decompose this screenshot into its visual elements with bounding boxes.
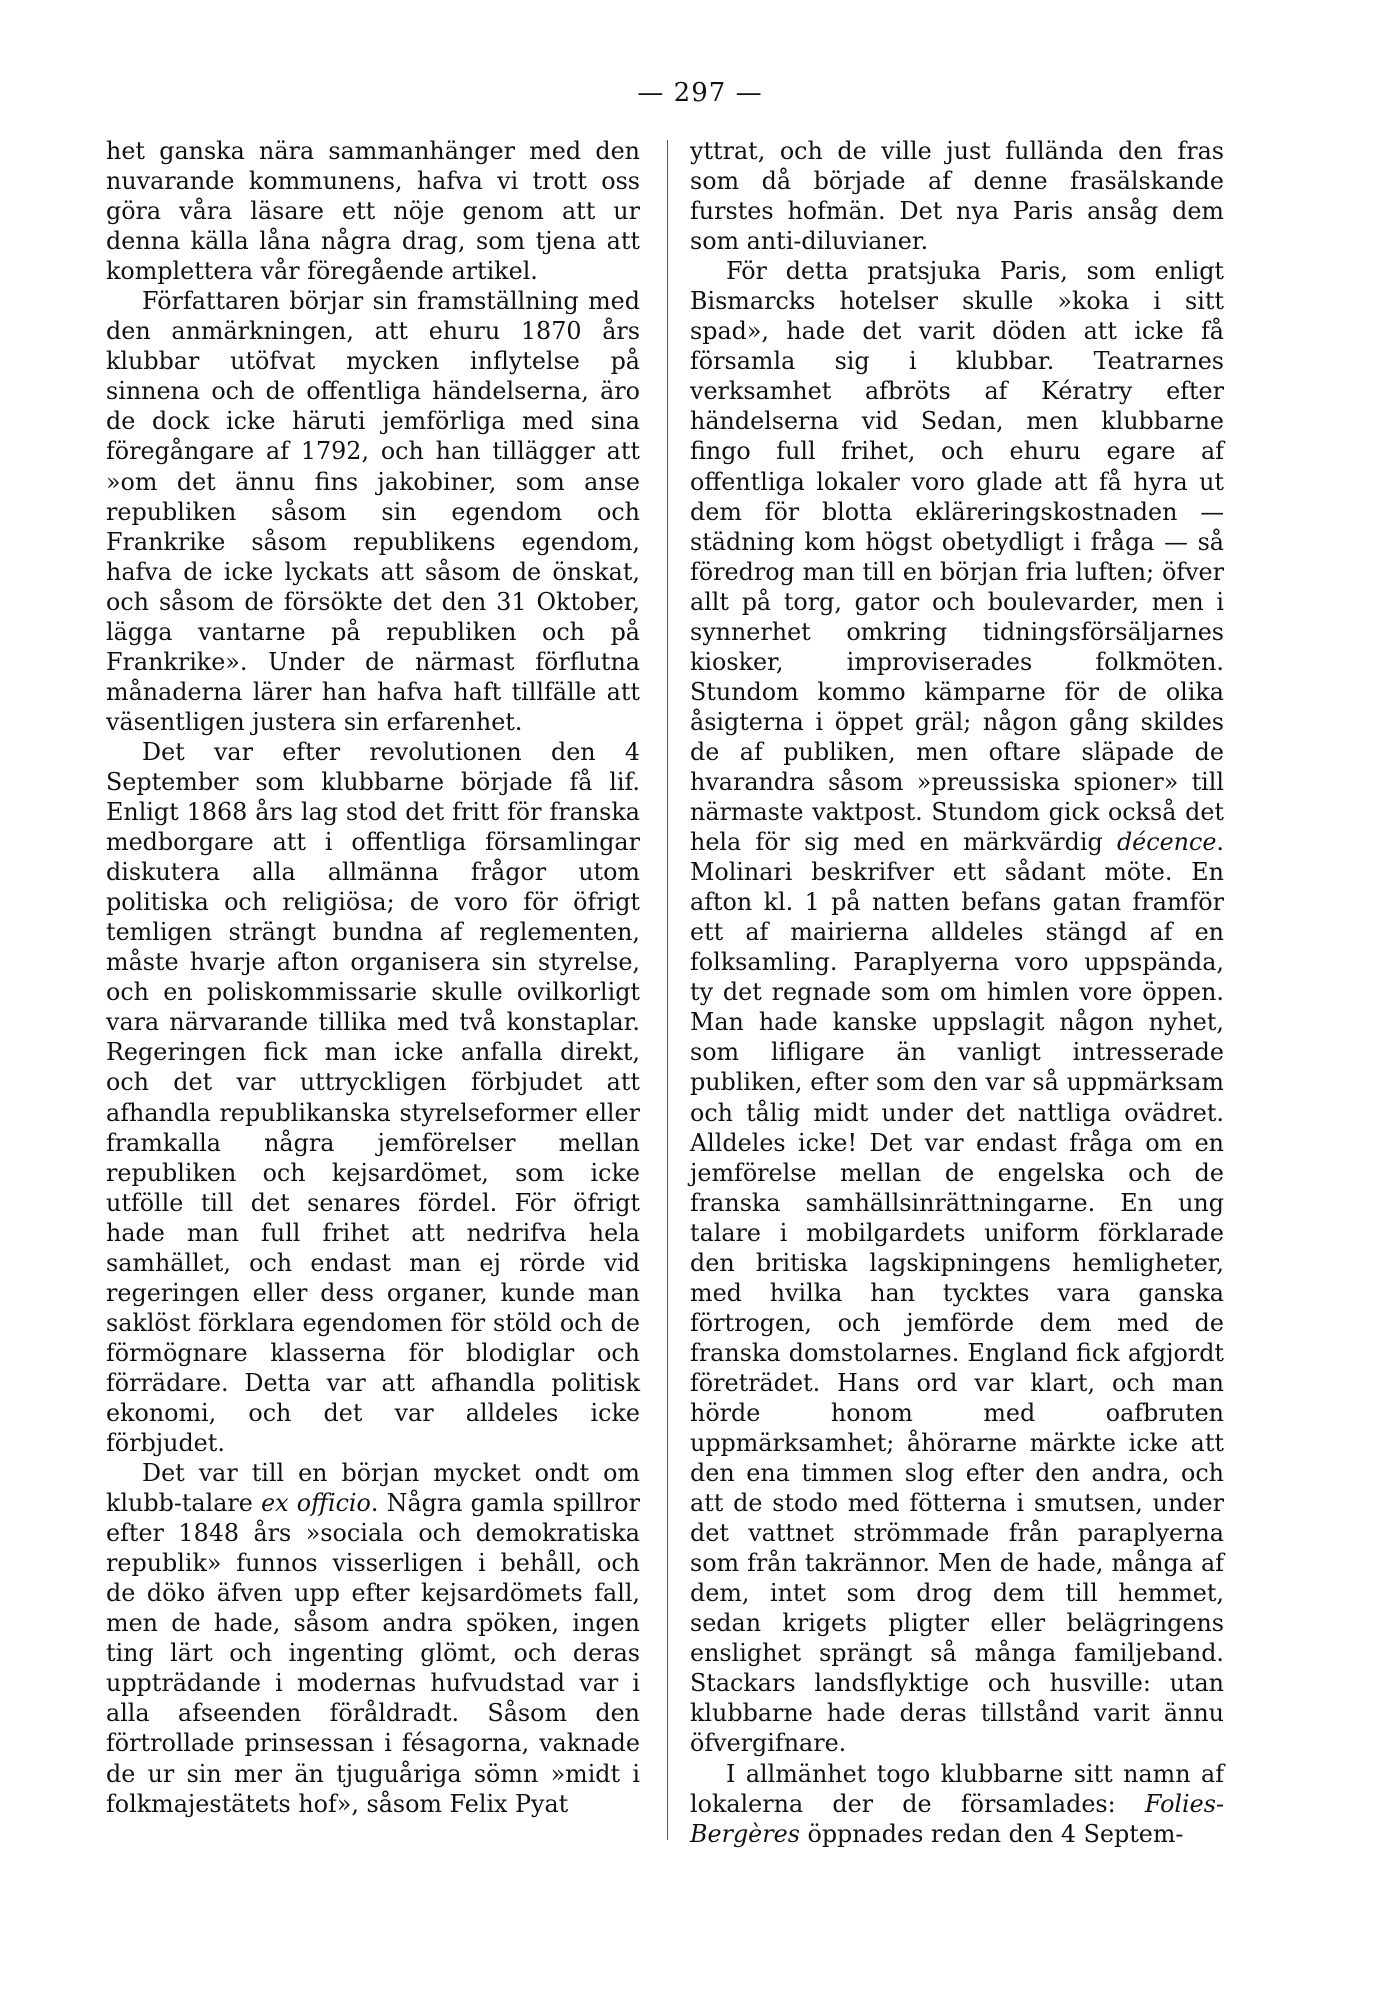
paragraph	[690, 136, 1224, 256]
paragraph	[690, 1759, 1224, 1849]
paragraph	[106, 136, 640, 286]
text-run: För detta pratsjuka Paris, som enligt Bismarcks hotelser skulle »koka i sitt spad», hade det varit döden att icke få församla sig i klubbar. Teatrarnes verksamhet afbröts af Kératry efter händelserna vid Sedan, men klubbarne fingo full frihet, och ehuru egare af offentliga lokaler voro glade att få hyra ut dem för blotta ekläreringskostnaden — städning kom högst obetydligt i fråga — så föredrog man till en början fria luften; öfver allt på torg, gator och boulevarder, men i synnerhet omkring tidningsförsäljarnes kiosker, improviserades folkmöten. Stundom kommo kämparne för de olika åsigterna i öppet gräl; någon gång skildes de af publiken, men oftare släpade de hvarandra såsom »preussiska spioner» till närmaste vaktpost. Stundom gick också det hela för sig med en märkvärdig	[690, 257, 1224, 857]
text-run: Författaren börjar sin framställning med den anmärkningen, att ehuru 1870 års klubbar utöfvat mycken inflytelse på sinnena och de offentliga händelserna, äro de dock icke häruti jemförliga med sina föregångare af 1792, och han tillägger att »om det ännu fins jakobiner, som anse republiken såsom sin egendom och Frankrike såsom republikens egendom, hafva de icke lyckats att såsom de önskat, och såsom de försökte det den 31 Oktober, lägga vantarne på republiken och på Frankrike». Under de närmast förflutna månaderna lärer han hafva haft tillfälle att väsentligen justera sin erfarenhet.	[106, 287, 640, 736]
paragraph	[106, 1458, 640, 1819]
italic-text: Folies-Bergères	[690, 1789, 1224, 1848]
paragraph	[106, 737, 640, 1458]
italic-text: ex officio	[261, 1489, 371, 1518]
paragraph	[690, 256, 1224, 1758]
italic-text: décence	[1116, 828, 1217, 857]
text-run: . Molinari beskrifver ett sådant möte. En afton kl. 1 på natten befans gatan framför ett af mairierna alldeles stängd af en folksamling. Paraplyerna voro uppspända, ty det regnade som om himlen vore öppen. Man hade kanske uppslagit någon nyhet, som lifligare än vanligt intresserade publiken, efter som den var så uppmärksam och tålig midt under det nattliga ovädret. Alldeles icke! Det var endast fråga om en jemförelse mellan de engelska och de franska samhällsinrättningarne. En ung talare i mobilgardets uniform förklarade den britiska lagskipningens hemligheter, med hvilka han tycktes vara ganska förtrogen, och jemförde dem med de franska domstolarnes. England fick afgjordt företrädet. Hans ord var klart, och man hörde honom med oafbruten uppmärksamhet; åhörarne märkte icke att den ena timmen slog efter den andra, och att de stodo med fötterna i smutsen, under det vattnet strömmade från paraplyerna som från takrännor. Men de hade, många af dem, intet som drog dem till hemmet, sedan krigets pligter eller belägringens enslighet sprängt så många familjeband. Stackars landsflyktige och husville: utan klubbarne hade deras tillstånd varit ännu öfvergifnare.	[690, 828, 1224, 1758]
text-run: Det var till en början mycket ondt om klubb-talare	[106, 1459, 640, 1518]
text-run: . Några gamla spillror efter 1848 års »sociala och demokratiska republik» funnos visserligen i behåll, och de döko äfven upp efter kejsardömets fall, men de hade, såsom andra spöken, ingen ting lärt och ingenting glömt, och deras uppträdande i modernas hufvudstad var i alla afseenden föråldradt. Såsom den förtrollade prinsessan i fésagorna, vaknade de ur sin mer än tjuguåriga sömn »midt i folkmajestätets hof», såsom Felix Pyat	[106, 1489, 640, 1818]
text-run: I allmänhet togo klubbarne sitt namn af lokalerna der de församlades:	[690, 1759, 1224, 1818]
left-column	[106, 136, 640, 1819]
column-divider	[667, 140, 668, 1840]
paragraph	[106, 286, 640, 737]
text-run: Det var efter revolutionen den 4 September som klubbarne började få lif. Enligt 1868 års lag stod det fritt för franska medborgare att i offentliga församlingar diskutera alla allmänna frågor utom politiska och religiösa; de voro för öfrigt temligen strängt bundna af reglementen, måste hvarje afton organisera sin styrelse, och en poliskommissarie skulle ovilkorligt vara närvarande tillika med två konstaplar. Regeringen fick man icke anfalla direkt, och det var uttryckligen förbjudet att afhandla republikanska styrelseformer eller framkalla några jemförelser mellan republiken och kejsardömet, som icke utfölle till det senares fördel. För öfrigt hade man full frihet att nedrifva hela samhället, och endast man ej rörde vid regeringen eller dess organer, kunde man saklöst förklara egendomen för stöld och de förmögnare klasserna för blodiglar och förrädare. Detta var att afhandla politisk ekonomi, och det var alldeles icke förbjudet.	[106, 737, 640, 1458]
right-column	[690, 136, 1224, 1849]
page-number: — 297 —	[637, 78, 763, 108]
text-run: het ganska nära sammanhänger med den nuvarande kommunens, hafva vi trott oss göra våra läsare ett nöje genom att ur denna källa låna några drag, som tjena att komplettera vår föregående artikel.	[106, 137, 640, 286]
text-run: yttrat, och de ville just fullända den fras som då började af denne frasälskande furstes hofmän. Det nya Paris ansåg dem som anti-diluvianer.	[690, 137, 1224, 256]
text-run: öppnades redan den 4 Septem-	[799, 1819, 1184, 1848]
